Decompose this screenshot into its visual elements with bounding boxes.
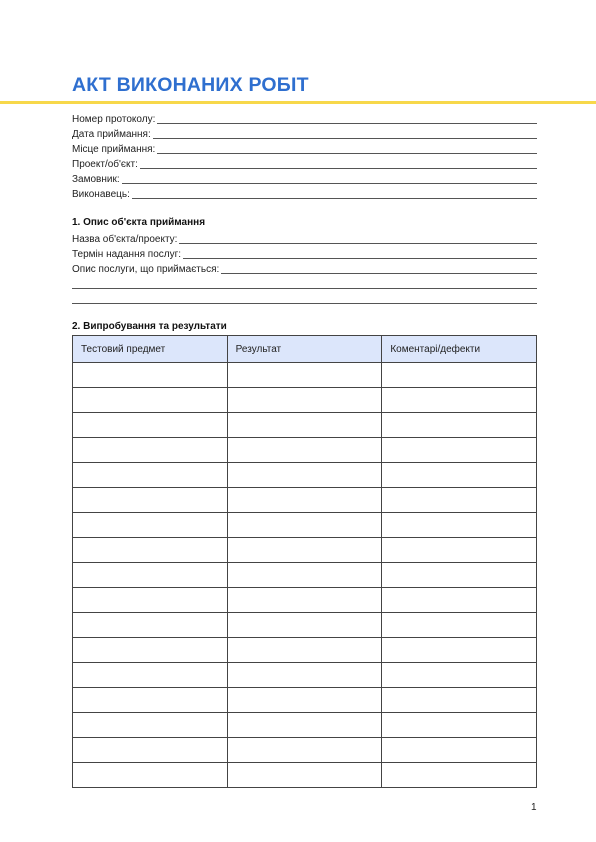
comments-cell[interactable] <box>382 688 537 713</box>
results-table-header-row <box>73 336 537 363</box>
test-item-cell[interactable] <box>73 638 228 663</box>
results-table-body <box>73 363 537 788</box>
result-cell[interactable] <box>227 713 382 738</box>
test-item-cell[interactable] <box>73 613 228 638</box>
results-table <box>72 335 537 788</box>
result-cell[interactable] <box>227 763 382 788</box>
object-name-field[interactable] <box>72 231 537 246</box>
table-row <box>73 663 537 688</box>
comments-cell[interactable] <box>382 363 537 388</box>
table-row <box>73 763 537 788</box>
result-cell[interactable] <box>227 663 382 688</box>
project-line[interactable] <box>140 167 537 169</box>
test-item-cell[interactable] <box>73 388 228 413</box>
comments-cell[interactable] <box>382 738 537 763</box>
comments-cell[interactable] <box>382 438 537 463</box>
object-name-label: Назва об'єкта/проекту: <box>72 234 178 245</box>
table-row <box>73 688 537 713</box>
title-underline-rule <box>0 101 596 104</box>
description-continuation-line[interactable] <box>72 288 537 289</box>
table-row <box>73 613 537 638</box>
test-item-cell[interactable] <box>73 463 228 488</box>
table-row <box>73 588 537 613</box>
comments-cell[interactable] <box>382 488 537 513</box>
customer-field[interactable] <box>72 171 537 186</box>
column-header-result: Результат <box>227 336 382 363</box>
acceptance-date-field[interactable] <box>72 126 537 141</box>
description-continuation-line[interactable] <box>72 303 537 304</box>
table-row <box>73 738 537 763</box>
test-item-cell[interactable] <box>73 588 228 613</box>
acceptance-date-line[interactable] <box>153 137 537 139</box>
page-number: 1 <box>531 802 537 813</box>
table-row <box>73 488 537 513</box>
table-row <box>73 388 537 413</box>
project-field[interactable] <box>72 156 537 171</box>
comments-cell[interactable] <box>382 413 537 438</box>
service-description-line[interactable] <box>221 272 537 274</box>
service-term-line[interactable] <box>183 257 537 259</box>
contractor-label: Виконавець: <box>72 189 130 200</box>
comments-cell[interactable] <box>382 663 537 688</box>
contractor-field[interactable] <box>72 186 537 201</box>
comments-cell[interactable] <box>382 563 537 588</box>
result-cell[interactable] <box>227 588 382 613</box>
test-item-cell[interactable] <box>73 563 228 588</box>
table-row <box>73 563 537 588</box>
acceptance-place-line[interactable] <box>157 152 537 154</box>
result-cell[interactable] <box>227 638 382 663</box>
section1-heading: 1. Опис об'єкта приймання <box>72 217 206 228</box>
result-cell[interactable] <box>227 413 382 438</box>
test-item-cell[interactable] <box>73 363 228 388</box>
service-term-label: Термін надання послуг: <box>72 249 182 260</box>
customer-label: Замовник: <box>72 174 120 185</box>
object-name-line[interactable] <box>179 242 537 244</box>
acceptance-place-label: Місце приймання: <box>72 144 156 155</box>
test-item-cell[interactable] <box>73 438 228 463</box>
test-item-cell[interactable] <box>73 663 228 688</box>
document-title: АКТ ВИКОНАНИХ РОБІТ <box>72 74 309 96</box>
result-cell[interactable] <box>227 688 382 713</box>
comments-cell[interactable] <box>382 588 537 613</box>
service-description-label: Опис послуги, що приймається: <box>72 264 220 275</box>
test-item-cell[interactable] <box>73 538 228 563</box>
protocol-number-line[interactable] <box>157 122 537 124</box>
result-cell[interactable] <box>227 513 382 538</box>
test-item-cell[interactable] <box>73 488 228 513</box>
result-cell[interactable] <box>227 563 382 588</box>
test-item-cell[interactable] <box>73 413 228 438</box>
acceptance-date-label: Дата приймання: <box>72 129 151 140</box>
comments-cell[interactable] <box>382 513 537 538</box>
column-header-test-item: Тестовий предмет <box>73 336 228 363</box>
table-row <box>73 413 537 438</box>
result-cell[interactable] <box>227 738 382 763</box>
section2-heading: 2. Випробування та результати <box>72 321 227 332</box>
table-row <box>73 513 537 538</box>
table-row <box>73 638 537 663</box>
comments-cell[interactable] <box>382 763 537 788</box>
test-item-cell[interactable] <box>73 688 228 713</box>
protocol-number-field[interactable] <box>72 111 537 126</box>
comments-cell[interactable] <box>382 388 537 413</box>
test-item-cell[interactable] <box>73 713 228 738</box>
result-cell[interactable] <box>227 613 382 638</box>
project-label: Проект/об'єкт: <box>72 159 138 170</box>
result-cell[interactable] <box>227 488 382 513</box>
contractor-line[interactable] <box>132 197 537 199</box>
test-item-cell[interactable] <box>73 763 228 788</box>
comments-cell[interactable] <box>382 538 537 563</box>
test-item-cell[interactable] <box>73 738 228 763</box>
service-term-field[interactable] <box>72 246 537 261</box>
result-cell[interactable] <box>227 463 382 488</box>
table-row <box>73 538 537 563</box>
comments-cell[interactable] <box>382 463 537 488</box>
result-cell[interactable] <box>227 538 382 563</box>
column-header-comments: Коментарі/дефекти <box>382 336 537 363</box>
test-item-cell[interactable] <box>73 513 228 538</box>
protocol-number-label: Номер протоколу: <box>72 114 156 125</box>
customer-line[interactable] <box>122 182 537 184</box>
table-row <box>73 438 537 463</box>
service-description-field[interactable] <box>72 261 537 276</box>
comments-cell[interactable] <box>382 613 537 638</box>
result-cell[interactable] <box>227 363 382 388</box>
table-row <box>73 463 537 488</box>
table-row <box>73 713 537 738</box>
result-cell[interactable] <box>227 438 382 463</box>
acceptance-place-field[interactable] <box>72 141 537 156</box>
table-row <box>73 363 537 388</box>
comments-cell[interactable] <box>382 638 537 663</box>
comments-cell[interactable] <box>382 713 537 738</box>
result-cell[interactable] <box>227 388 382 413</box>
